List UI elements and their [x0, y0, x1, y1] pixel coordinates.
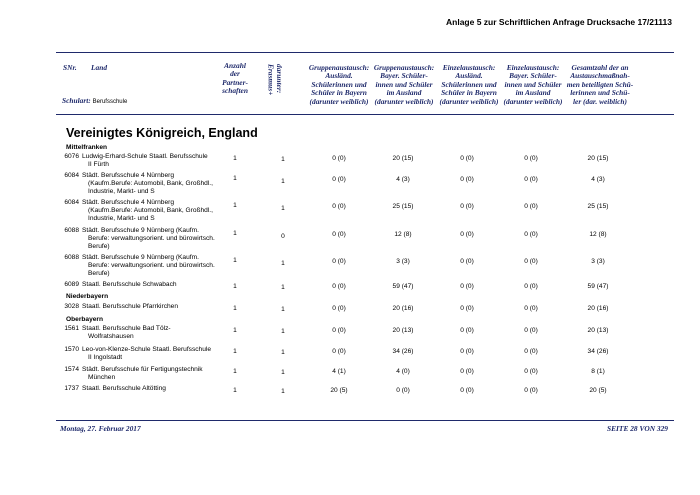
header-line: im Ausland: [515, 88, 551, 98]
footer-rule: [56, 420, 674, 421]
header-line: (darunter weiblich): [374, 96, 434, 106]
country-heading: Vereinigtes Königreich, England: [66, 126, 258, 140]
header-partners-line: Partner-: [222, 77, 248, 87]
group-bavarian-count: 25 (15): [392, 203, 414, 210]
school-name-line: Berufe): [88, 270, 110, 278]
header-group-foreign: [306, 64, 372, 106]
header-erasmus-line: darunter:: [274, 64, 284, 94]
header-erasmus-line: Erasmus+: [266, 64, 276, 96]
school-name: [82, 366, 232, 382]
school-number: 6076: [64, 153, 79, 160]
erasmus-count: 1: [281, 349, 285, 356]
table-row: [0, 254, 700, 280]
school-name-line: Staatl. Berufsschule Pfarrkirchen: [82, 303, 179, 310]
school-number: 6084: [64, 199, 79, 206]
erasmus-count: 1: [281, 156, 285, 163]
header-schulart-label: Schulart:: [62, 96, 91, 105]
partners-count: 1: [233, 155, 237, 162]
document-reference: Anlage 5 zur Schriftlichen Anfrage Drucksache 17/21113: [446, 17, 672, 27]
table-row: [0, 227, 700, 253]
region-heading: Niederbayern: [66, 293, 109, 300]
group-foreign-count: 0 (0): [332, 305, 346, 312]
header-line: men beteiligten Schü-: [566, 79, 634, 89]
table-row: [0, 366, 700, 384]
region-heading: Mittelfranken: [66, 144, 108, 151]
school-name-line: II Ingolstadt: [88, 354, 123, 362]
header-partners: [212, 62, 258, 96]
partners-count: 1: [233, 305, 237, 312]
school-name-line: Städt. Berufsschule 4 Nürnberg: [82, 172, 174, 179]
header-line: innen und Schüler: [375, 79, 433, 89]
header-line: Ausländ.: [325, 71, 353, 81]
single-foreign-count: 0 (0): [460, 387, 474, 394]
school-number: 1574: [64, 366, 79, 373]
group-bavarian-count: 4 (0): [396, 368, 410, 375]
group-foreign-count: 0 (0): [332, 258, 346, 265]
school-name-line: Städt. Berufsschule 4 Nürnberg: [82, 199, 174, 206]
school-name-line: Industrie, Markt- und S: [88, 215, 155, 223]
erasmus-count: 1: [281, 369, 285, 376]
group-foreign-count: 0 (0): [332, 231, 346, 238]
school-name-line: Wolfratshausen: [88, 333, 134, 341]
school-name: [82, 281, 232, 289]
group-bavarian-count: 20 (16): [392, 305, 414, 312]
school-name-line: Leo-von-Klenze-Schule Staatl. Berufsschule: [82, 346, 212, 353]
school-number: 6089: [64, 281, 79, 288]
group-foreign-count: 20 (5): [330, 387, 348, 394]
single-bavarian-count: 0 (0): [524, 283, 538, 290]
school-number: 6088: [64, 254, 79, 261]
total-count: 20 (15): [587, 155, 609, 162]
school-name: [82, 325, 232, 341]
header-line: (darunter weiblich): [439, 96, 499, 106]
single-bavarian-count: 0 (0): [524, 155, 538, 162]
single-foreign-count: 0 (0): [460, 155, 474, 162]
header-line: Schüler in Bayern: [311, 88, 367, 98]
table-row: [0, 172, 700, 198]
school-name: [82, 153, 232, 169]
school-name: [82, 172, 232, 197]
school-name-line: Staatl. Berufsschule Schwabach: [82, 281, 177, 288]
school-name: [82, 346, 232, 362]
school-number: 1570: [64, 346, 79, 353]
header-land: Land: [91, 63, 108, 72]
group-bavarian-count: 20 (15): [392, 155, 414, 162]
header-partners-line: Anzahl: [224, 61, 246, 70]
header-line: Bayer. Schüler-: [380, 71, 428, 81]
school-name-line: Berufe: verwaltungsorient. und bürowirtsch.: [88, 262, 215, 270]
partners-count: 1: [233, 175, 237, 182]
school-name: [82, 227, 232, 252]
erasmus-count: 0: [281, 233, 285, 240]
header-total: [563, 64, 637, 106]
single-bavarian-count: 0 (0): [524, 231, 538, 238]
header-schulart-value: Berufsschule: [92, 99, 128, 105]
school-number: 6084: [64, 172, 79, 179]
single-foreign-count: 0 (0): [460, 305, 474, 312]
school-name-line: II Fürth: [88, 161, 109, 169]
partners-count: 1: [233, 368, 237, 375]
erasmus-count: 1: [281, 260, 285, 267]
school-name-line: Berufe): [88, 243, 110, 251]
school-number: 1561: [64, 325, 79, 332]
group-foreign-count: 0 (0): [332, 327, 346, 334]
footer-page-number: SEITE 28 VON 329: [607, 424, 668, 433]
header-partners-line: der: [230, 69, 240, 79]
partners-count: 1: [233, 202, 237, 209]
single-bavarian-count: 0 (0): [524, 348, 538, 355]
header-line: (darunter weiblich): [309, 96, 369, 106]
partners-count: 1: [233, 230, 237, 237]
erasmus-count: 1: [281, 388, 285, 395]
single-foreign-count: 0 (0): [460, 258, 474, 265]
single-bavarian-count: 0 (0): [524, 368, 538, 375]
table-row: [0, 385, 700, 397]
group-bavarian-count: 4 (3): [396, 176, 410, 183]
single-foreign-count: 0 (0): [460, 176, 474, 183]
group-foreign-count: 0 (0): [332, 176, 346, 183]
footer-date: Montag, 27. Februar 2017: [60, 424, 141, 433]
single-bavarian-count: 0 (0): [524, 176, 538, 183]
school-name-line: Ludwig-Erhard-Schule Staatl. Berufsschule: [82, 153, 208, 160]
school-name: [82, 199, 232, 224]
school-name: [82, 254, 232, 279]
partners-count: 1: [233, 327, 237, 334]
header-group-bavarian: [371, 64, 437, 106]
erasmus-count: 1: [281, 178, 285, 185]
group-foreign-count: 4 (1): [332, 368, 346, 375]
total-count: 34 (26): [587, 348, 609, 355]
single-foreign-count: 0 (0): [460, 368, 474, 375]
total-count: 20 (5): [589, 387, 607, 394]
group-bavarian-count: 3 (3): [396, 258, 410, 265]
single-foreign-count: 0 (0): [460, 283, 474, 290]
group-foreign-count: 0 (0): [332, 283, 346, 290]
header-line: Schülerinnen und: [441, 79, 497, 89]
school-name-line: München: [88, 374, 116, 382]
single-foreign-count: 0 (0): [460, 348, 474, 355]
header-line: Austauschmaßnah-: [570, 71, 630, 81]
total-count: 20 (13): [587, 327, 609, 334]
header-top-rule: [56, 52, 674, 53]
school-name-line: (Kaufm.Berufe: Automobil, Bank, Großhdl.,: [88, 207, 213, 215]
partners-count: 1: [233, 283, 237, 290]
partners-count: 1: [233, 387, 237, 394]
school-name-line: Industrie, Markt- und S: [88, 188, 155, 196]
header-line: Gruppenaustausch:: [373, 63, 435, 72]
group-bavarian-count: 20 (13): [392, 327, 414, 334]
total-count: 20 (16): [587, 305, 609, 312]
header-line: (darunter weiblich): [503, 96, 563, 106]
school-name: [82, 385, 232, 393]
erasmus-count: 1: [281, 328, 285, 335]
header-erasmus: [266, 64, 283, 110]
header-line: Schülerinnen und: [311, 79, 367, 89]
single-bavarian-count: 0 (0): [524, 203, 538, 210]
header-single-foreign: [436, 64, 502, 106]
school-name-line: Städt. Berufsschule 9 Nürnberg (Kaufm.: [82, 227, 199, 234]
header-schulart: [62, 97, 127, 106]
school-name-line: Staatl. Berufsschule Bad Tölz-: [82, 325, 171, 332]
table-row: [0, 325, 700, 343]
single-bavarian-count: 0 (0): [524, 327, 538, 334]
single-bavarian-count: 0 (0): [524, 258, 538, 265]
total-count: 3 (3): [591, 258, 605, 265]
school-name-line: Städt. Berufsschule 9 Nürnberg (Kaufm.: [82, 254, 199, 261]
school-name-line: Städt. Berufsschule für Fertigungstechnik: [82, 366, 203, 373]
school-number: 6088: [64, 227, 79, 234]
total-count: 59 (47): [587, 283, 609, 290]
school-number: 3028: [64, 303, 79, 310]
header-snr: SNr.: [63, 63, 77, 72]
single-foreign-count: 0 (0): [460, 327, 474, 334]
header-line: innen und Schüler: [504, 79, 562, 89]
header-line: Gruppenaustausch:: [308, 63, 370, 72]
region-heading: Oberbayern: [66, 316, 104, 323]
total-count: 12 (8): [589, 231, 607, 238]
header-line: lerinnen und Schü-: [570, 88, 630, 98]
total-count: 25 (15): [587, 203, 609, 210]
partners-count: 1: [233, 348, 237, 355]
group-bavarian-count: 34 (26): [392, 348, 414, 355]
header-line: ler (dar. weiblich): [573, 96, 627, 106]
total-count: 8 (1): [591, 368, 605, 375]
header-line: Gesamtzahl der an: [571, 63, 629, 72]
total-count: 4 (3): [591, 176, 605, 183]
erasmus-count: 1: [281, 306, 285, 313]
school-number: 1737: [64, 385, 79, 392]
group-bavarian-count: 59 (47): [392, 283, 414, 290]
erasmus-count: 1: [281, 284, 285, 291]
group-foreign-count: 0 (0): [332, 348, 346, 355]
group-bavarian-count: 0 (0): [396, 387, 410, 394]
single-foreign-count: 0 (0): [460, 203, 474, 210]
header-line: Einzelaustausch:: [506, 63, 560, 72]
table-row: [0, 346, 700, 364]
single-bavarian-count: 0 (0): [524, 305, 538, 312]
header-single-bavarian: [500, 64, 566, 106]
header-line: Bayer. Schüler-: [509, 71, 557, 81]
group-foreign-count: 0 (0): [332, 155, 346, 162]
school-name-line: (Kaufm.Berufe: Automobil, Bank, Großhdl.,: [88, 180, 213, 188]
table-row: [0, 199, 700, 225]
school-name-line: Berufe: verwaltungsorient. und bürowirtsch.: [88, 235, 215, 243]
header-bottom-rule: [56, 114, 674, 115]
group-foreign-count: 0 (0): [332, 203, 346, 210]
school-name-line: Staatl. Berufsschule Altötting: [82, 385, 166, 392]
school-name: [82, 303, 232, 311]
table-row: [0, 281, 700, 293]
header-line: Einzelaustausch:: [442, 63, 496, 72]
partners-count: 1: [233, 257, 237, 264]
header-line: Ausländ.: [455, 71, 483, 81]
header-partners-line: schaften: [222, 86, 248, 96]
group-bavarian-count: 12 (8): [394, 231, 412, 238]
table-row: [0, 303, 700, 315]
header-line: Schüler in Bayern: [441, 88, 497, 98]
single-foreign-count: 0 (0): [460, 231, 474, 238]
erasmus-count: 1: [281, 205, 285, 212]
single-bavarian-count: 0 (0): [524, 387, 538, 394]
header-line: im Ausland: [386, 88, 422, 98]
